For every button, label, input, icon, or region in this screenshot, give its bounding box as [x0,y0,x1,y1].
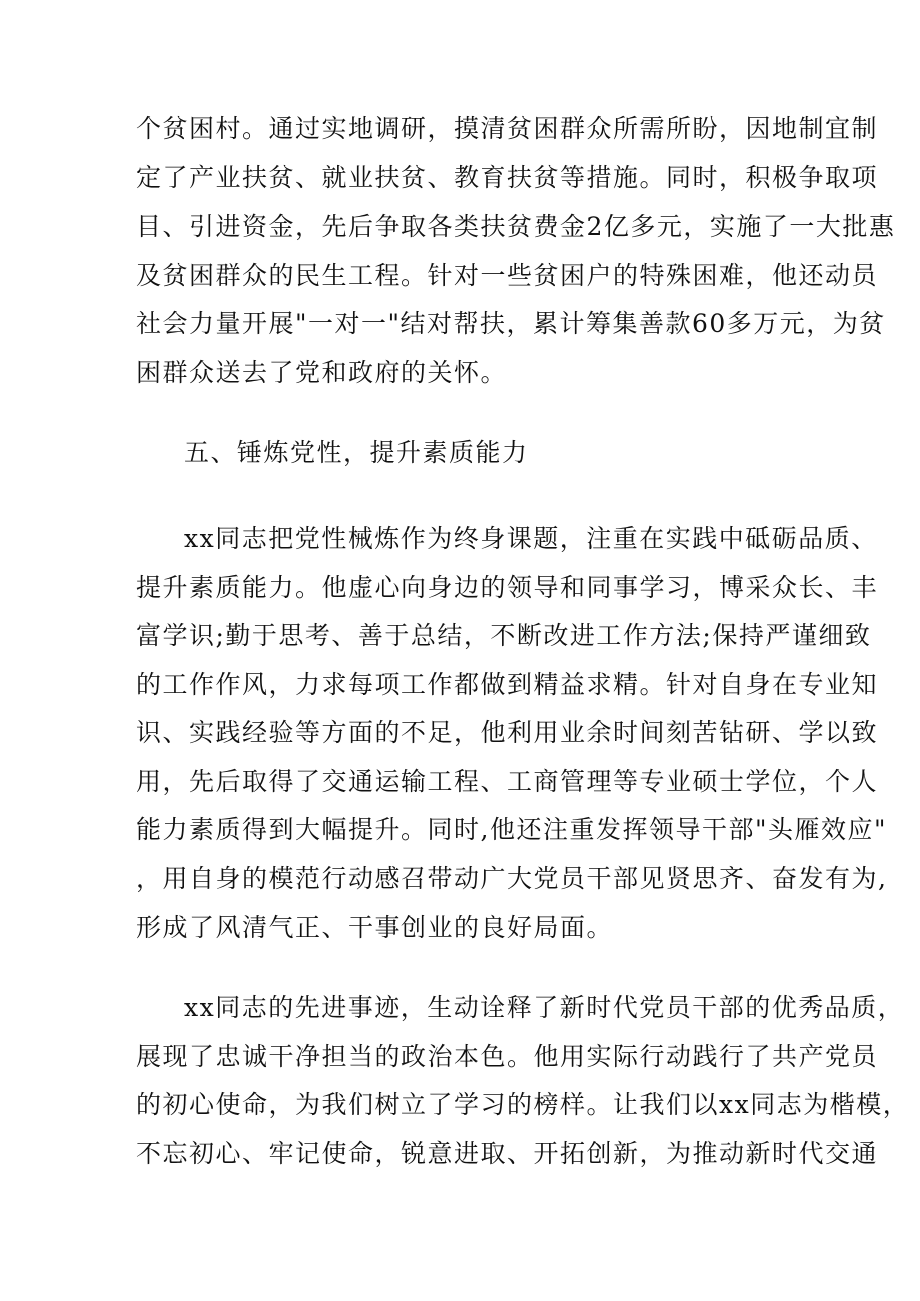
paragraph-line: ，用自身的模范行动感召带动广大党员干部见贤思齐、奋发有为, [136,864,888,893]
paragraph-line: 展现了忠诚干净担当的政治本色。他用实际行动践行了共产党员 [136,1042,879,1071]
section-heading: 五、锤炼党性，提升素质能力 [184,438,529,467]
paragraph-line: 识、实践经验等方面的不足，他利用业余时间刻苦钻研、学以致 [136,718,879,747]
paragraph-line: 个贫困村。通过实地调研，摸清贫困群众所需所盼，因地制宜制 [136,114,879,143]
paragraph-line: 能力素质得到大幅提升。同时,他还注重发挥领导干部"头雁效应" [136,815,887,844]
paragraph-line: 形成了风清气正、干事创业的良好局面。 [136,913,614,942]
paragraph-line: 社会力量开展"一对一"结对帮扶，累计筹集善款60多万元，为贫 [136,309,886,338]
paragraph-line: xx同志的先进事迹，生动诠释了新时代党员干部的优秀品质， [184,993,905,1022]
paragraph-line: 的工作作风，力求每项工作都做到精益求精。针对自身在专业知 [136,670,879,699]
paragraph-line: 用，先后取得了交通运输工程、工商管理等专业硕士学位，个人 [136,767,879,796]
paragraph-line: 富学识;勤于思考、善于总结，不断改进工作方法;保持严谨细致 [136,621,872,650]
paragraph-line: 定了产业扶贫、就业扶贫、教育扶贫等措施。同时，积极争取项 [136,163,879,192]
paragraph-line: xx同志把党性械炼作为终身课题，注重在实践中砥砺品质、 [184,524,878,553]
paragraph-line: 困群众送去了党和政府的关怀。 [136,358,508,387]
paragraph-line: 目、引进资金，先后争取各类扶贫费金2亿多元，实施了一大批惠 [136,212,896,241]
paragraph-line: 提升素质能力。他虚心向身边的领导和同事学习，博采众长、丰 [136,573,879,602]
paragraph-line: 的初心使命，为我们树立了学习的榜样。让我们以xx同志为楷模， [136,1090,910,1119]
paragraph-line: 不忘初心、牢记使命，锐意进取、开拓创新，为推动新时代交通 [136,1139,879,1168]
paragraph-line: 及贫困群众的民生工程。针对一些贫困户的特殊困难，他还动员 [136,261,879,290]
